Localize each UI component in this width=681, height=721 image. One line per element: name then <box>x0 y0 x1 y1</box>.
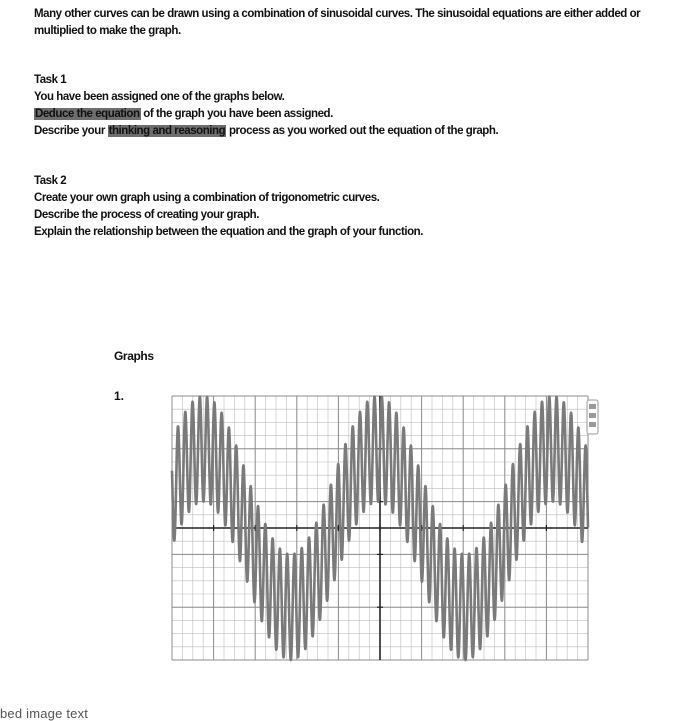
graphs-heading: Graphs <box>114 349 154 363</box>
graph-1-chart <box>168 392 604 664</box>
highlight-thinking-reasoning: thinking and reasoning <box>108 125 226 137</box>
home-icon[interactable] <box>589 422 596 427</box>
task1-line-1: You have been assigned one of the graphs below. <box>34 91 285 103</box>
task1-line-2-rest: of the graph you have been assigned. <box>140 108 333 120</box>
task1-line-3-rest: process as you worked out the equation of the graph. <box>226 125 499 137</box>
zoom-in-icon[interactable] <box>589 404 596 409</box>
graph-toolbar[interactable] <box>587 400 598 434</box>
task1-line-2 <box>34 106 674 123</box>
graph-item-number: 1. <box>114 389 125 403</box>
task2-line-2: Describe the process of creating your graph. <box>34 209 259 221</box>
task2-line-1: Create your own graph using a combination of trigonometric curves. <box>34 192 380 204</box>
intro-line-1: Many other curves can be drawn using a combination of sinusoidal curves. The sinusoidal equations are either added or <box>34 8 641 20</box>
task2-line-3: Explain the relationship between the equation and the graph of your function. <box>34 226 423 238</box>
task1-line-3-start: Describe your <box>34 125 108 137</box>
document-body <box>34 6 674 241</box>
zoom-out-icon[interactable] <box>589 413 596 418</box>
task2-title: Task 2 <box>34 175 67 187</box>
intro-line-2: multiplied to make the graph. <box>34 25 181 37</box>
highlight-deduce-equation: Deduce the equation <box>35 108 140 120</box>
footer-cutoff-text: bed image text <box>0 706 89 721</box>
task1-line-3 <box>34 123 674 140</box>
task1-title: Task 1 <box>34 74 67 86</box>
